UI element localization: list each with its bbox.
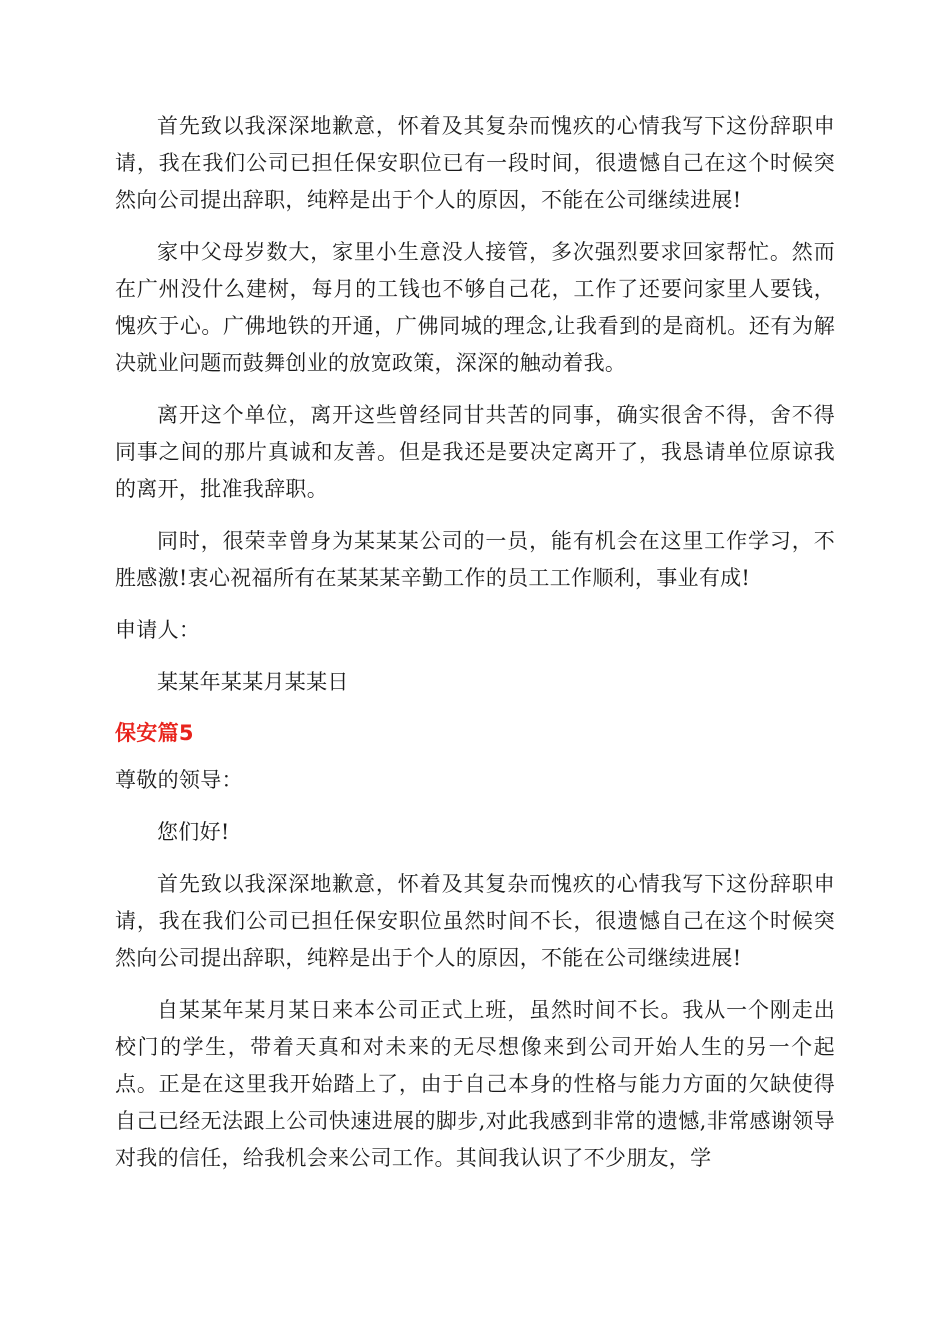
document-body — [115, 108, 835, 1192]
section-title: 保安篇5 — [115, 721, 194, 745]
paragraph-apology-2: 首先致以我深深地歉意，怀着及其复杂而愧疚的心情我写下这份辞职申请，我在我们公司已担任保安职位虽然时间不长，很遗憾自己在这个时候突然向公司提出辞职，纯粹是出于个人的原因，不能在公司继续进展! — [115, 872, 835, 970]
greeting: 您们好! — [157, 820, 230, 844]
applicant-label: 申请人： — [115, 618, 201, 642]
paragraph-gratitude: 同时，很荣幸曾身为某某某公司的一员，能有机会在这里工作学习，不胜感激!衷心祝福所有在某某某辛勤工作的员工工作顺利，事业有成! — [115, 529, 835, 590]
paragraph-work-history: 自某某年某月某日来本公司正式上班，虽然时间不长。我从一个刚走出校门的学生，带着天真和对未来的无尽想像来到公司开始人生的另一个起点。正是在这里我开始踏上了，由于自己本身的性格与能力方面的欠缺使得自己已经无法跟上公司快速进展的脚步,对此我感到非常的遗憾,非常感谢领导对我的信任，给我机会来公司工作。其间我认识了不少朋友，学 — [115, 998, 835, 1170]
paragraph-apology: 首先致以我深深地歉意，怀着及其复杂而愧疚的心情我写下这份辞职申请，我在我们公司已担任保安职位已有一段时间，很遗憾自己在这个时候突然向公司提出辞职，纯粹是出于个人的原因，不能在公司继续进展! — [115, 114, 835, 212]
paragraph-family-reason: 家中父母岁数大，家里小生意没人接管，多次强烈要求回家帮忙。然而在广州没什么建树，每月的工钱也不够自己花，工作了还要问家里人要钱，愧疚于心。广佛地铁的开通，广佛同城的理念,让我看到的是商机。还有为解决就业问题而鼓舞创业的放宽政策，深深的触动着我。 — [115, 240, 835, 375]
paragraph-leaving-colleagues: 离开这个单位，离开这些曾经同甘共苦的同事，确实很舍不得，舍不得同事之间的那片真诚和友善。但是我还是要决定离开了，我恳请单位原谅我的离开，批准我辞职。 — [115, 403, 835, 501]
salutation: 尊敬的领导： — [115, 768, 243, 792]
date-line: 某某年某某月某某日 — [157, 670, 349, 694]
